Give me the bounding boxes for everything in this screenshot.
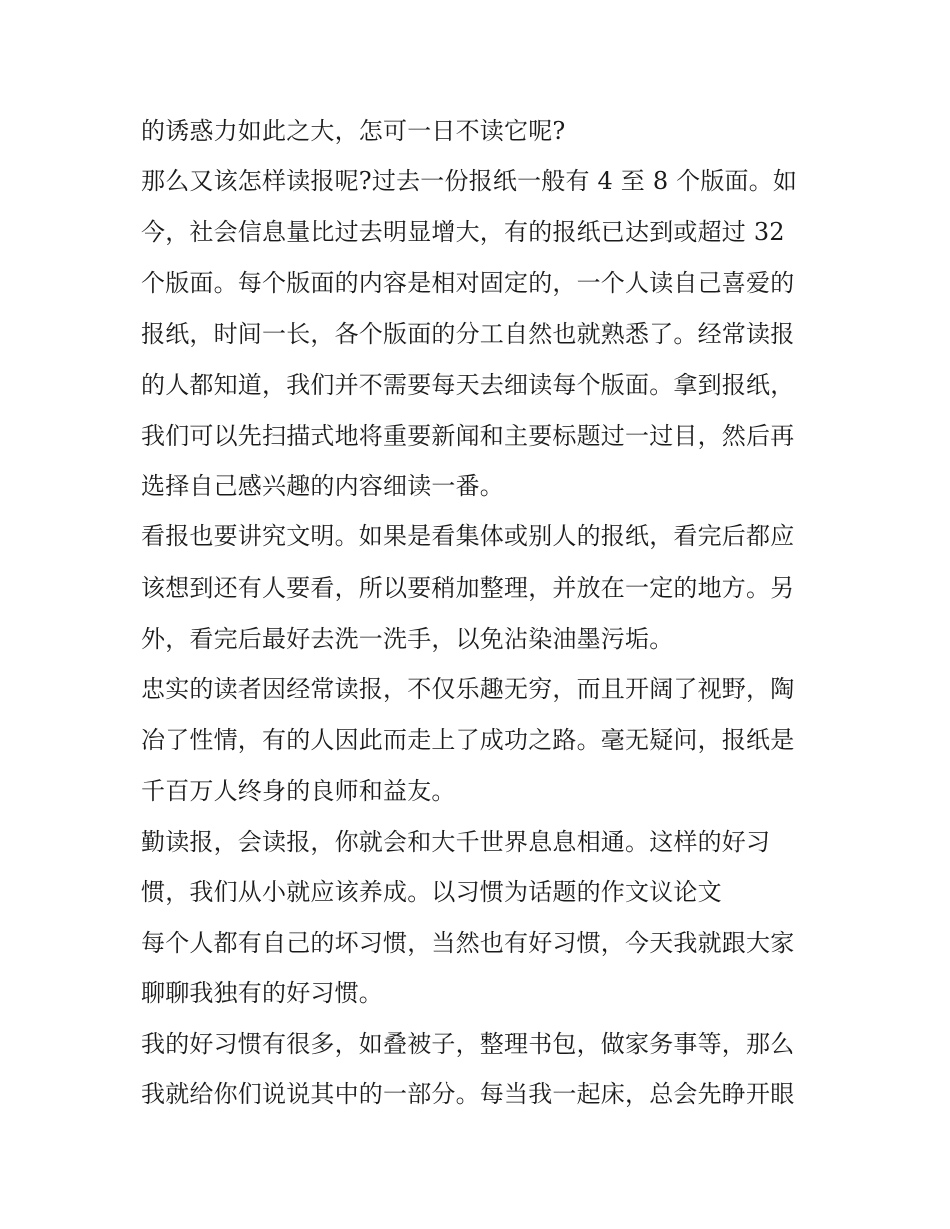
text-line: 报纸，时间一长，各个版面的分工自然也就熟悉了。经常读报: [141, 320, 795, 348]
text-line: 我的好习惯有很多，如叠被子，整理书包，做家务事等，那么: [141, 1030, 795, 1058]
text-line: 忠实的读者因经常读报，不仅乐趣无穷，而且开阔了视野，陶: [141, 675, 795, 703]
text-line: 每个人都有自己的坏习惯，当然也有好习惯，今天我就跟大家: [141, 929, 795, 957]
text-line: 该想到还有人要看，所以要稍加整理，并放在一定的地方。另: [141, 574, 795, 602]
text-line: 冶了性情，有的人因此而走上了成功之路。毫无疑问，报纸是: [141, 726, 795, 754]
text-line: 的人都知道，我们并不需要每天去细读每个版面。拿到报纸，: [141, 371, 795, 399]
text-line: 看报也要讲究文明。如果是看集体或别人的报纸，看完后都应: [141, 522, 795, 550]
text-line: 外，看完后最好去洗一洗手，以免沾染油墨污垢。: [141, 625, 674, 653]
text-line: 选择自己感兴趣的内容细读一番。: [141, 472, 504, 500]
text-line: 我就给你们说说其中的一部分。每当我一起床，总会先睁开眼: [141, 1080, 795, 1108]
text-line: 千百万人终身的良师和益友。: [141, 777, 456, 805]
text-line: 的诱惑力如此之大，怎可一日不读它呢?: [141, 117, 566, 145]
text-line: 我们可以先扫描式地将重要新闻和主要标题过一过目，然后再: [141, 422, 795, 450]
text-line: 今，社会信息量比过去明显增大，有的报纸已达到或超过 32: [141, 218, 785, 246]
text-line: 那么又该怎样读报呢?过去一份报纸一般有 4 至 8 个版面。如: [141, 167, 798, 195]
text-line: 个版面。每个版面的内容是相对固定的，一个人读自己喜爱的: [141, 269, 795, 297]
text-line: 惯，我们从小就应该养成。以习惯为话题的作文议论文: [141, 878, 722, 906]
text-line: 勤读报，会读报，你就会和大千世界息息相通。这样的好习: [141, 828, 771, 856]
text-line: 聊聊我独有的好习惯。: [141, 979, 383, 1007]
